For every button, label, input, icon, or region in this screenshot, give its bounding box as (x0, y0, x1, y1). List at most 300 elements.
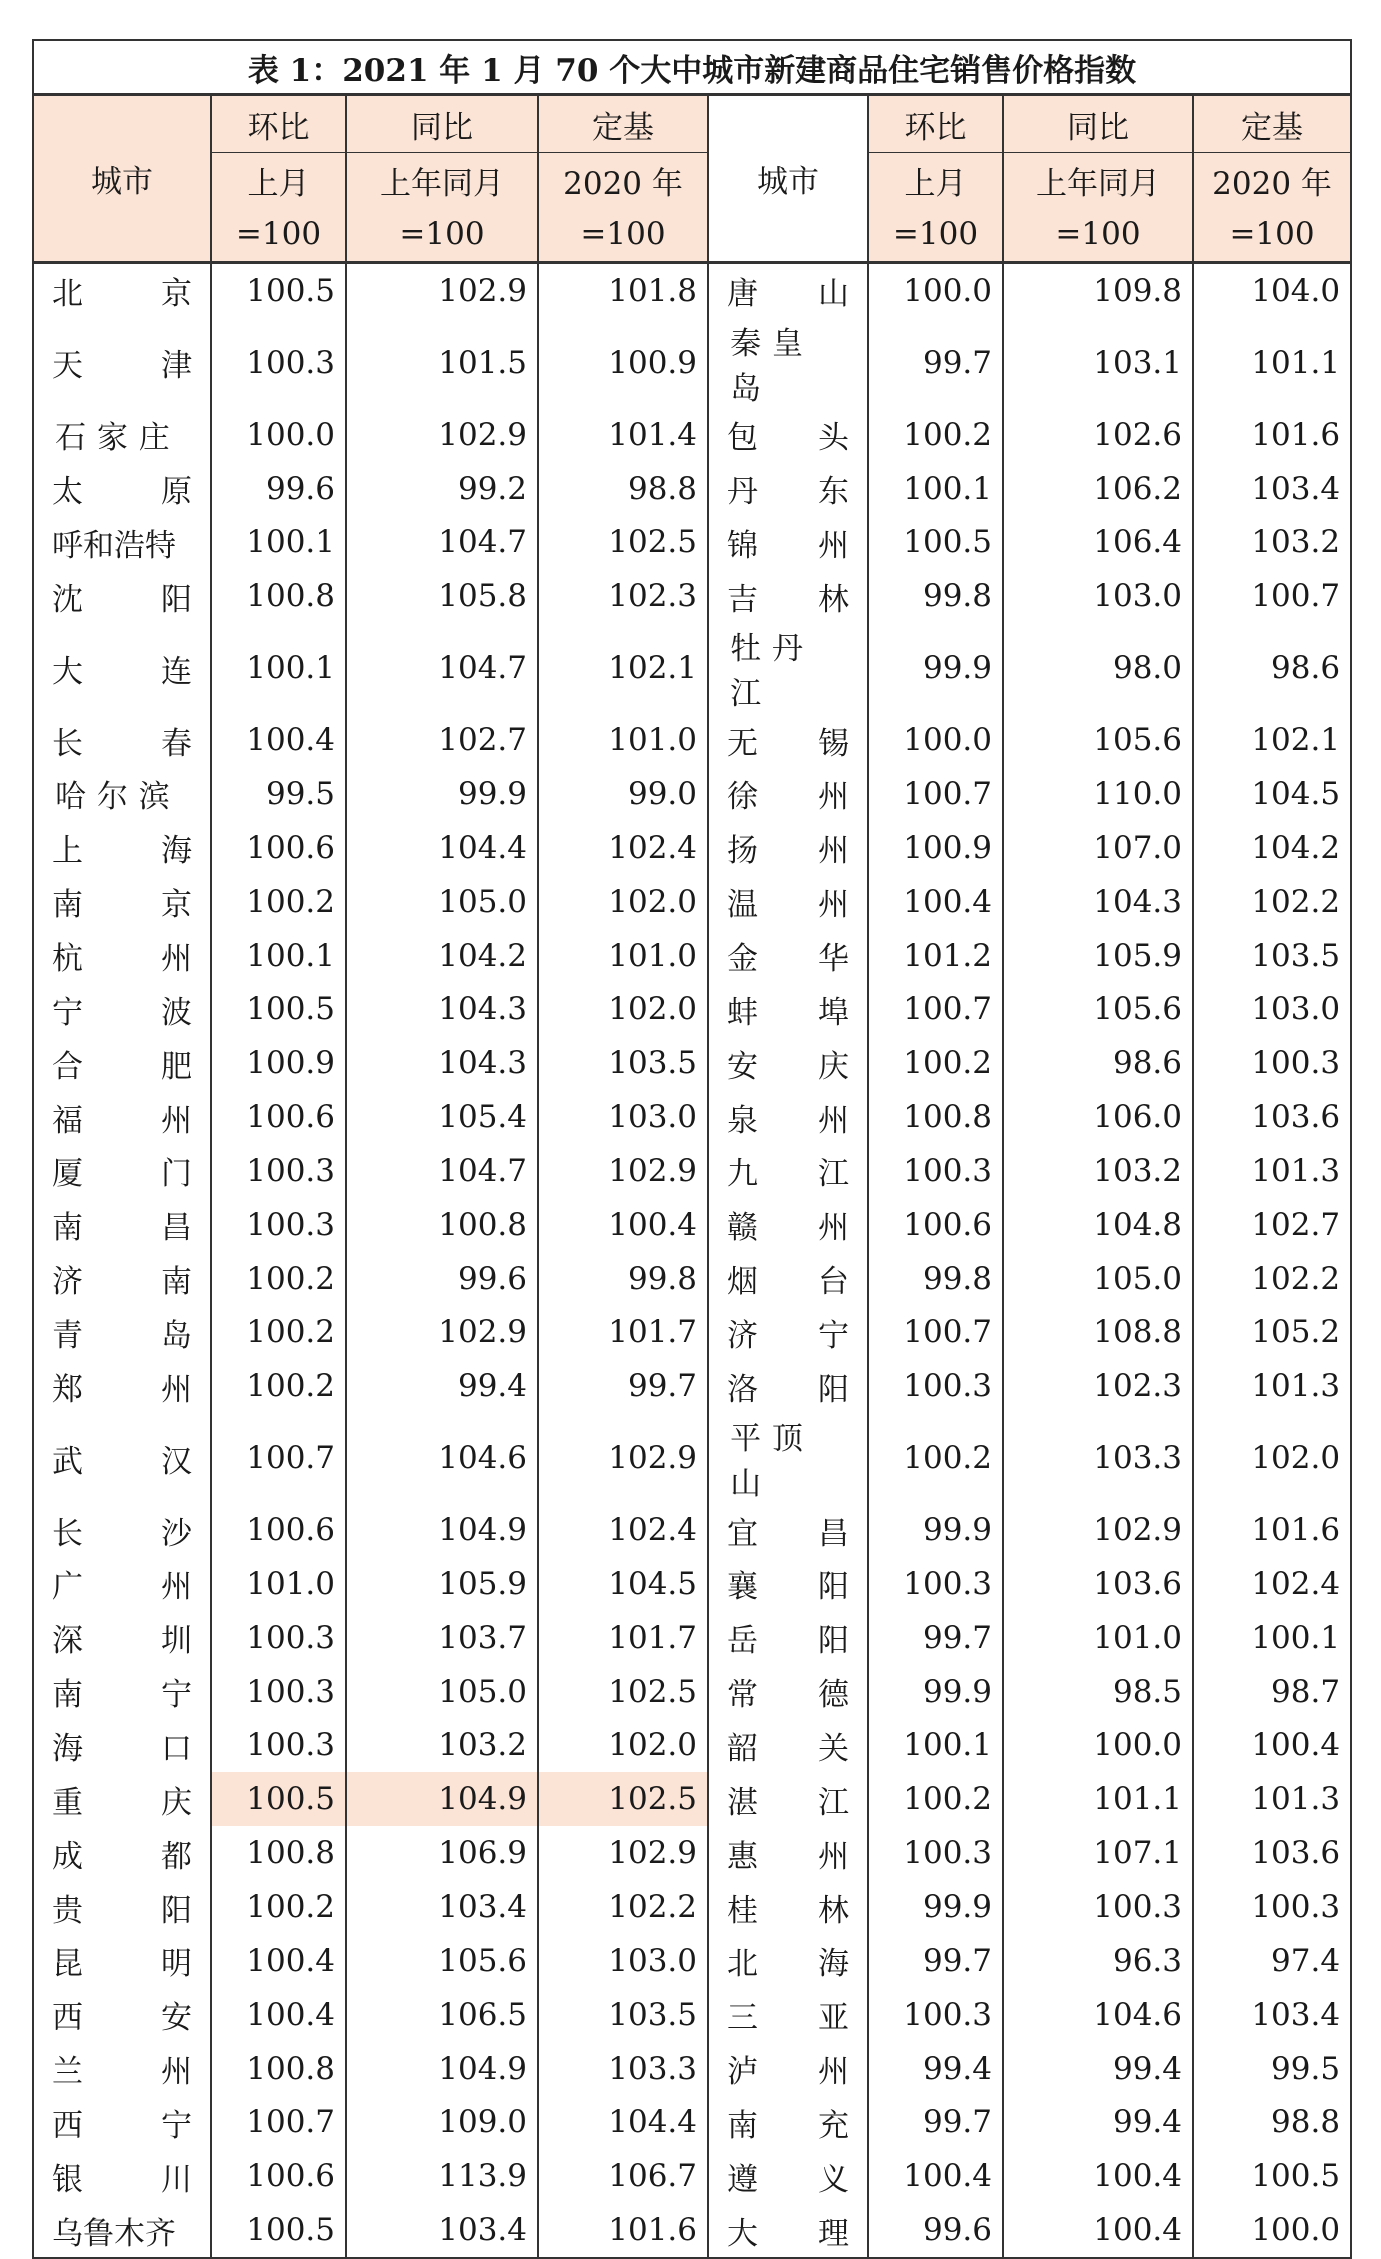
base-cell-left: 101.0 (538, 713, 708, 767)
city-cell-right (708, 1252, 868, 1306)
table-row (33, 1306, 1351, 1360)
mom-base-left: =100 (211, 207, 346, 263)
yoy-cell-right: 99.4 (1003, 2095, 1193, 2149)
base-base-right: =100 (1193, 207, 1351, 263)
yoy-cell-left: 100.8 (346, 1198, 538, 1252)
base-cell-right: 100.1 (1193, 1611, 1351, 1665)
base-cell-right: 98.8 (1193, 2095, 1351, 2149)
mom-cell-left: 101.0 (211, 1557, 346, 1611)
yoy-cell-left: 105.9 (346, 1557, 538, 1611)
city-cell-right (708, 2042, 868, 2096)
mom-cell-right: 100.2 (868, 1772, 1003, 1826)
city-cell-right (708, 821, 868, 875)
mom-cell-right: 99.9 (868, 1503, 1003, 1557)
city-cell-left (33, 767, 211, 821)
mom-cell-right: 100.6 (868, 1198, 1003, 1252)
base-cell-left: 106.7 (538, 2149, 708, 2203)
city-cell-right (708, 516, 868, 570)
city-cell-left (33, 1557, 211, 1611)
yoy-cell-left: 103.7 (346, 1611, 538, 1665)
city-cell-left (33, 1611, 211, 1665)
base-cell-left: 101.7 (538, 1306, 708, 1360)
table-row (33, 1772, 1351, 1826)
yoy-cell-right: 102.6 (1003, 408, 1193, 462)
city-cell-left (33, 982, 211, 1036)
yoy-cell-left: 104.4 (346, 821, 538, 875)
mom-cell-left: 100.4 (211, 1934, 346, 1988)
base-cell-right: 102.0 (1193, 1413, 1351, 1503)
city-cell-right (708, 1934, 868, 1988)
base-cell-left: 102.5 (538, 516, 708, 570)
city-name: 杭 州 (52, 941, 192, 978)
yoy-cell-left: 105.6 (346, 1934, 538, 1988)
yoy-cell-left: 102.7 (346, 713, 538, 767)
table-row (33, 821, 1351, 875)
mom-cell-left: 100.7 (211, 2095, 346, 2149)
header-row-1 (33, 95, 1351, 153)
city-cell-right (708, 1503, 868, 1557)
city-cell-left (33, 1252, 211, 1306)
city-cell-left (33, 1413, 211, 1503)
city-name: 呼和浩特 (52, 527, 176, 564)
base-cell-right: 102.2 (1193, 875, 1351, 929)
yoy-cell-right: 100.4 (1003, 2203, 1193, 2258)
city-cell-right (708, 623, 868, 713)
base-header-left: 定基 (538, 95, 708, 153)
yoy-cell-left: 103.4 (346, 1880, 538, 1934)
yoy-cell-left: 102.9 (346, 408, 538, 462)
yoy-cell-left: 99.6 (346, 1252, 538, 1306)
table-row (33, 1359, 1351, 1413)
city-name: 吉 林 (727, 581, 849, 618)
base-cell-left: 99.8 (538, 1252, 708, 1306)
table-title: 表 1：2021 年 1 月 70 个大中城市新建商品住宅销售价格指数 (33, 40, 1351, 95)
mom-cell-left: 100.4 (211, 713, 346, 767)
city-name: 深 圳 (52, 1623, 192, 1660)
city-name: 安 庆 (727, 1048, 849, 1085)
base-sub-right: 2020 年 (1193, 153, 1351, 208)
city-name: 三 亚 (727, 2000, 849, 2037)
table-row (33, 1611, 1351, 1665)
price-index-table (32, 39, 1352, 2259)
base-cell-right: 98.6 (1193, 623, 1351, 713)
table-row (33, 623, 1351, 713)
mom-cell-right: 100.7 (868, 1306, 1003, 1360)
base-cell-right: 103.5 (1193, 929, 1351, 983)
mom-cell-right: 100.3 (868, 1988, 1003, 2042)
city-cell-left (33, 1826, 211, 1880)
table-row (33, 263, 1351, 318)
city-name: 昆 明 (52, 1946, 192, 1983)
mom-cell-left: 100.8 (211, 2042, 346, 2096)
mom-cell-left: 100.2 (211, 1359, 346, 1413)
city-cell-left (33, 875, 211, 929)
city-cell-right (708, 1880, 868, 1934)
city-name: 哈尔滨 (55, 779, 181, 816)
city-cell-right (708, 1359, 868, 1413)
base-cell-left: 103.0 (538, 1934, 708, 1988)
city-name: 大 理 (727, 2215, 849, 2252)
city-name: 济 宁 (727, 1317, 849, 1354)
city-name: 无 锡 (727, 725, 849, 762)
city-cell-left (33, 713, 211, 767)
city-cell-left (33, 1359, 211, 1413)
mom-cell-left: 100.2 (211, 1880, 346, 1934)
city-cell-left (33, 1198, 211, 1252)
yoy-cell-right: 103.0 (1003, 569, 1193, 623)
base-base-left: =100 (538, 207, 708, 263)
yoy-cell-right: 98.6 (1003, 1036, 1193, 1090)
mom-cell-right: 100.7 (868, 767, 1003, 821)
city-cell-left (33, 821, 211, 875)
yoy-cell-right: 108.8 (1003, 1306, 1193, 1360)
mom-cell-left: 100.5 (211, 1772, 346, 1826)
base-cell-right: 104.0 (1193, 263, 1351, 318)
base-cell-left: 102.0 (538, 1719, 708, 1773)
yoy-cell-right: 110.0 (1003, 767, 1193, 821)
mom-cell-right: 99.7 (868, 1611, 1003, 1665)
mom-cell-left: 99.5 (211, 767, 346, 821)
yoy-cell-left: 105.0 (346, 875, 538, 929)
mom-cell-left: 100.1 (211, 929, 346, 983)
mom-cell-right: 100.2 (868, 408, 1003, 462)
yoy-cell-left: 104.3 (346, 1036, 538, 1090)
city-name: 兰 州 (52, 2054, 192, 2091)
city-cell-right (708, 1144, 868, 1198)
yoy-cell-left: 104.9 (346, 2042, 538, 2096)
yoy-cell-left: 105.4 (346, 1090, 538, 1144)
yoy-cell-right: 100.3 (1003, 1880, 1193, 1934)
yoy-sub-left: 上年同月 (346, 153, 538, 208)
base-cell-right: 105.2 (1193, 1306, 1351, 1360)
table-body (33, 263, 1351, 2259)
table-row (33, 2149, 1351, 2203)
base-sub-left: 2020 年 (538, 153, 708, 208)
yoy-cell-left: 99.2 (346, 462, 538, 516)
city-name: 银 川 (52, 2161, 192, 2198)
mom-cell-right: 100.2 (868, 1036, 1003, 1090)
yoy-cell-left: 103.2 (346, 1719, 538, 1773)
base-cell-right: 101.3 (1193, 1359, 1351, 1413)
city-header-right: 城市 (708, 95, 868, 263)
yoy-cell-left: 104.9 (346, 1503, 538, 1557)
city-name: 牡丹江 (730, 631, 814, 713)
city-cell-left (33, 1036, 211, 1090)
base-cell-left: 102.9 (538, 1826, 708, 1880)
mom-cell-left: 100.1 (211, 623, 346, 713)
header-row-2 (33, 153, 1351, 208)
city-cell-right (708, 1826, 868, 1880)
city-name: 重 庆 (52, 1784, 192, 1821)
yoy-base-right: =100 (1003, 207, 1193, 263)
mom-cell-right: 101.2 (868, 929, 1003, 983)
mom-cell-right: 100.4 (868, 875, 1003, 929)
city-cell-right (708, 1090, 868, 1144)
city-cell-right (708, 318, 868, 408)
yoy-cell-right: 103.1 (1003, 318, 1193, 408)
table-row (33, 1719, 1351, 1773)
yoy-cell-right: 106.0 (1003, 1090, 1193, 1144)
mom-cell-right: 99.8 (868, 569, 1003, 623)
yoy-cell-right: 101.0 (1003, 1611, 1193, 1665)
yoy-cell-left: 104.3 (346, 982, 538, 1036)
city-cell-right (708, 1413, 868, 1503)
table-row (33, 1144, 1351, 1198)
mom-cell-left: 100.4 (211, 1988, 346, 2042)
mom-cell-right: 100.2 (868, 1413, 1003, 1503)
base-cell-right: 103.0 (1193, 982, 1351, 1036)
mom-cell-right: 99.6 (868, 2203, 1003, 2258)
mom-cell-right: 100.0 (868, 263, 1003, 318)
base-cell-left: 101.7 (538, 1611, 708, 1665)
city-name: 金 华 (727, 941, 849, 978)
table-row (33, 2095, 1351, 2149)
mom-cell-right: 99.7 (868, 1934, 1003, 1988)
mom-cell-right: 100.3 (868, 1359, 1003, 1413)
base-cell-right: 99.5 (1193, 2042, 1351, 2096)
city-cell-left (33, 1772, 211, 1826)
city-cell-right (708, 929, 868, 983)
city-name: 九 江 (727, 1156, 849, 1193)
city-name: 桂 林 (727, 1892, 849, 1929)
header-row-3 (33, 207, 1351, 263)
yoy-cell-right: 98.5 (1003, 1665, 1193, 1719)
mom-cell-left: 100.5 (211, 2203, 346, 2258)
mom-cell-left: 100.2 (211, 1252, 346, 1306)
base-cell-right: 102.4 (1193, 1557, 1351, 1611)
mom-cell-left: 100.3 (211, 1719, 346, 1773)
city-cell-right (708, 569, 868, 623)
table-row (33, 1665, 1351, 1719)
city-name: 长 春 (52, 725, 192, 762)
mom-cell-left: 100.5 (211, 982, 346, 1036)
table-row (33, 462, 1351, 516)
city-name: 温 州 (727, 887, 849, 924)
city-cell-left (33, 263, 211, 318)
city-name: 西 宁 (52, 2107, 192, 2144)
base-cell-left: 101.4 (538, 408, 708, 462)
base-cell-right: 102.1 (1193, 713, 1351, 767)
city-cell-right (708, 767, 868, 821)
mom-cell-left: 100.6 (211, 1503, 346, 1557)
yoy-cell-left: 104.7 (346, 623, 538, 713)
mom-cell-right: 100.3 (868, 1826, 1003, 1880)
city-name: 北 京 (52, 276, 192, 313)
base-cell-right: 98.7 (1193, 1665, 1351, 1719)
yoy-cell-right: 105.6 (1003, 982, 1193, 1036)
base-cell-right: 100.4 (1193, 1719, 1351, 1773)
yoy-cell-left: 106.9 (346, 1826, 538, 1880)
mom-cell-left: 100.8 (211, 1826, 346, 1880)
yoy-sub-right: 上年同月 (1003, 153, 1193, 208)
city-cell-left (33, 408, 211, 462)
city-cell-right (708, 2095, 868, 2149)
base-cell-left: 102.4 (538, 1503, 708, 1557)
city-name: 泸 州 (727, 2054, 849, 2091)
yoy-cell-left: 109.0 (346, 2095, 538, 2149)
yoy-cell-right: 107.0 (1003, 821, 1193, 875)
mom-cell-right: 99.4 (868, 2042, 1003, 2096)
base-cell-left: 100.9 (538, 318, 708, 408)
mom-cell-left: 100.0 (211, 408, 346, 462)
city-cell-right (708, 1557, 868, 1611)
mom-header-left: 环比 (211, 95, 346, 153)
city-cell-left (33, 1503, 211, 1557)
city-cell-right (708, 982, 868, 1036)
yoy-cell-right: 104.3 (1003, 875, 1193, 929)
yoy-base-left: =100 (346, 207, 538, 263)
base-cell-right: 101.6 (1193, 408, 1351, 462)
mom-cell-left: 100.2 (211, 875, 346, 929)
yoy-cell-right: 99.4 (1003, 2042, 1193, 2096)
base-cell-left: 102.2 (538, 1880, 708, 1934)
city-cell-left (33, 1090, 211, 1144)
city-name: 平顶山 (730, 1421, 814, 1503)
base-cell-left: 99.7 (538, 1359, 708, 1413)
table-row (33, 929, 1351, 983)
city-name: 唐 山 (727, 276, 849, 313)
city-name: 南 昌 (52, 1210, 192, 1247)
city-name: 惠 州 (727, 1838, 849, 1875)
mom-cell-left: 100.8 (211, 569, 346, 623)
city-name: 郑 州 (52, 1371, 192, 1408)
yoy-cell-right: 103.6 (1003, 1557, 1193, 1611)
yoy-cell-left: 104.7 (346, 516, 538, 570)
city-cell-left (33, 1988, 211, 2042)
table-row (33, 1934, 1351, 1988)
mom-cell-right: 100.8 (868, 1090, 1003, 1144)
table-row (33, 1413, 1351, 1503)
city-name: 福 州 (52, 1102, 192, 1139)
base-cell-left: 101.8 (538, 263, 708, 318)
city-cell-right (708, 1665, 868, 1719)
mom-cell-left: 100.5 (211, 263, 346, 318)
city-cell-left (33, 929, 211, 983)
city-cell-left (33, 2149, 211, 2203)
mom-cell-right: 99.9 (868, 623, 1003, 713)
yoy-cell-left: 101.5 (346, 318, 538, 408)
mom-cell-left: 100.3 (211, 1144, 346, 1198)
base-cell-left: 103.0 (538, 1090, 708, 1144)
city-name: 乌鲁木齐 (52, 2215, 176, 2252)
base-cell-right: 102.2 (1193, 1252, 1351, 1306)
yoy-cell-left: 113.9 (346, 2149, 538, 2203)
yoy-cell-right: 105.0 (1003, 1252, 1193, 1306)
city-name: 北 海 (727, 1946, 849, 1983)
table-row (33, 1090, 1351, 1144)
city-name: 秦皇岛 (730, 325, 814, 407)
yoy-cell-right: 105.9 (1003, 929, 1193, 983)
yoy-cell-left: 104.7 (346, 1144, 538, 1198)
city-name: 成 都 (52, 1838, 192, 1875)
yoy-header-left: 同比 (346, 95, 538, 153)
base-cell-left: 102.5 (538, 1772, 708, 1826)
base-cell-left: 103.5 (538, 1988, 708, 2042)
table-row (33, 1036, 1351, 1090)
base-cell-left: 100.4 (538, 1198, 708, 1252)
base-cell-right: 100.5 (1193, 2149, 1351, 2203)
yoy-cell-right: 101.1 (1003, 1772, 1193, 1826)
yoy-header-right: 同比 (1003, 95, 1193, 153)
yoy-cell-right: 103.3 (1003, 1413, 1193, 1503)
base-cell-right: 100.0 (1193, 2203, 1351, 2258)
city-cell-right (708, 1719, 868, 1773)
city-header-left: 城市 (33, 95, 211, 263)
mom-cell-right: 99.9 (868, 1880, 1003, 1934)
yoy-cell-right: 102.3 (1003, 1359, 1193, 1413)
city-name: 赣 州 (727, 1210, 849, 1247)
mom-sub-right: 上月 (868, 153, 1003, 208)
city-name: 长 沙 (52, 1515, 192, 1552)
yoy-cell-left: 104.6 (346, 1413, 538, 1503)
city-name: 沈 阳 (52, 581, 192, 618)
yoy-cell-right: 103.2 (1003, 1144, 1193, 1198)
base-cell-right: 104.5 (1193, 767, 1351, 821)
yoy-cell-right: 106.2 (1003, 462, 1193, 516)
mom-cell-right: 100.4 (868, 2149, 1003, 2203)
city-cell-left (33, 1306, 211, 1360)
table-row (33, 2042, 1351, 2096)
yoy-cell-right: 105.6 (1003, 713, 1193, 767)
table-row (33, 2203, 1351, 2258)
yoy-cell-left: 104.9 (346, 1772, 538, 1826)
city-cell-left (33, 569, 211, 623)
city-name: 襄 阳 (727, 1569, 849, 1606)
base-cell-right: 103.6 (1193, 1826, 1351, 1880)
base-cell-left: 101.6 (538, 2203, 708, 2258)
base-cell-left: 104.5 (538, 1557, 708, 1611)
city-cell-left (33, 1934, 211, 1988)
base-cell-left: 102.1 (538, 623, 708, 713)
city-name: 广 州 (52, 1569, 192, 1606)
table-row (33, 1880, 1351, 1934)
yoy-cell-left: 102.9 (346, 1306, 538, 1360)
yoy-cell-left: 105.0 (346, 1665, 538, 1719)
city-cell-right (708, 1198, 868, 1252)
city-cell-right (708, 2203, 868, 2258)
city-name: 上 海 (52, 833, 192, 870)
mom-cell-left: 100.3 (211, 1611, 346, 1665)
base-header-right: 定基 (1193, 95, 1351, 153)
base-cell-right: 101.3 (1193, 1772, 1351, 1826)
base-cell-right: 100.3 (1193, 1036, 1351, 1090)
city-cell-left (33, 2203, 211, 2258)
mom-cell-left: 100.6 (211, 821, 346, 875)
table-row (33, 408, 1351, 462)
base-cell-left: 102.4 (538, 821, 708, 875)
city-cell-right (708, 875, 868, 929)
base-cell-right: 101.6 (1193, 1503, 1351, 1557)
city-name: 天 津 (52, 348, 192, 385)
city-name: 石家庄 (55, 420, 181, 457)
yoy-cell-left: 102.9 (346, 263, 538, 318)
yoy-cell-right: 107.1 (1003, 1826, 1193, 1880)
base-cell-left: 98.8 (538, 462, 708, 516)
city-cell-left (33, 2095, 211, 2149)
base-cell-left: 102.0 (538, 875, 708, 929)
city-name: 徐 州 (727, 779, 849, 816)
mom-cell-right: 100.3 (868, 1144, 1003, 1198)
price-index-document (32, 39, 1350, 2259)
city-cell-left (33, 318, 211, 408)
mom-cell-left: 100.2 (211, 1306, 346, 1360)
base-cell-left: 102.0 (538, 982, 708, 1036)
yoy-cell-right: 100.4 (1003, 2149, 1193, 2203)
base-cell-right: 103.6 (1193, 1090, 1351, 1144)
mom-cell-right: 100.7 (868, 982, 1003, 1036)
base-cell-left: 102.9 (538, 1144, 708, 1198)
city-name: 岳 阳 (727, 1623, 849, 1660)
